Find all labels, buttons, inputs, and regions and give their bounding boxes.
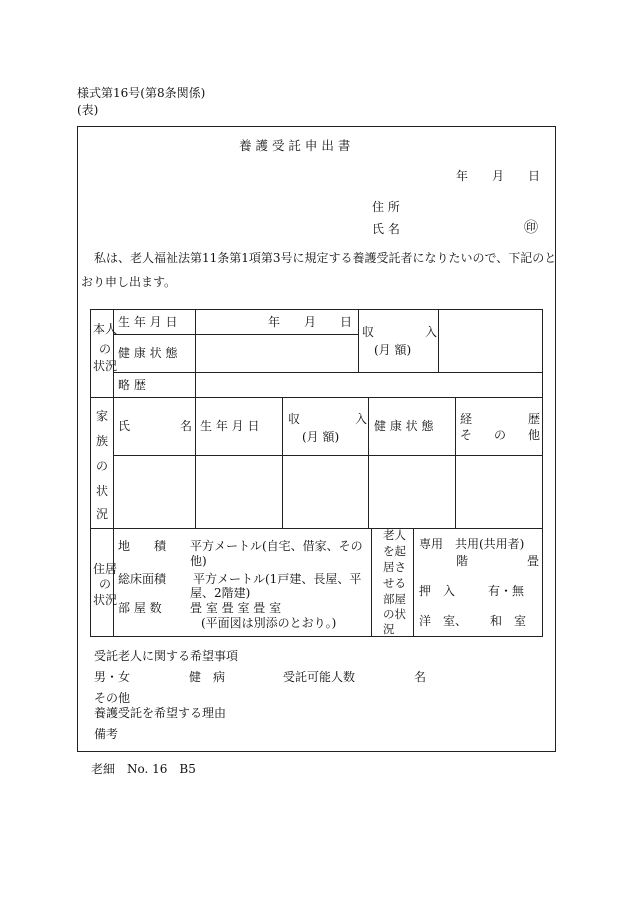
closet-value: 有・無 [488,584,525,598]
elder-room-3: 居さ [383,560,406,574]
form-side-label: (表) [77,103,99,117]
floor-area-value-2: 屋、2階建) [190,586,251,600]
seal-mark: ㊞ [524,220,538,236]
elder-room-2: を起 [383,544,406,558]
self-birthdate-year: 年 [268,315,281,329]
elder-room-4: せる [383,576,406,590]
intro-line-1: 私は、老人福祉法第11条第1項第3号に規定する養護受託者になりたいので、下記のと [94,251,557,265]
wishes-capacity: 受託可能人数 [283,670,356,684]
self-history-label: 略 歴 [118,378,146,392]
family-birthdate-label: 生 年 月 日 [200,419,260,433]
family-other-1: そ [460,428,473,442]
wishes-health: 健 病 [189,670,226,684]
japanese-room: 和 室 [490,614,527,628]
family-name-label-2: 名 [180,419,193,433]
wishes-remarks: 備考 [94,727,119,741]
closet-label: 押 入 [419,584,456,598]
family-income-label-1: 収 [288,412,301,426]
family-income-label-3: (月 額) [302,430,340,444]
self-heading-2: の [99,342,112,356]
elder-room-7: 況 [383,622,395,636]
address-label: 住 所 [372,200,400,214]
family-heading-4: 状 [96,484,109,498]
date-day-label: 日 [528,169,541,183]
family-name-label-1: 氏 [118,419,131,433]
rooms-note: (平面図は別添のとおり。) [201,616,337,630]
self-birthdate-label: 生 年 月 日 [118,315,178,329]
date-month-label: 月 [492,169,505,183]
footer-code: 老細 No. 16 B5 [91,762,196,776]
self-income-label-3: (月 額) [374,343,412,357]
self-heading-3: 状況 [93,359,118,373]
family-heading-2: 族 [96,434,109,448]
name-label: 氏 名 [372,222,400,236]
wishes-sex: 男・女 [94,670,131,684]
room-exclusive: 専用 [419,537,444,551]
family-heading-5: 況 [96,507,109,521]
date-year-label: 年 [456,169,469,183]
self-birthdate-day: 日 [340,315,353,329]
elder-room-1: 老人 [383,528,406,542]
family-history-1: 経 [460,412,473,426]
family-other-2: の [494,428,507,442]
self-income-label-2: 入 [425,325,438,339]
western-room: 洋 室、 [419,614,468,628]
elder-room-5: 部屋 [383,592,406,606]
family-income-label-2: 入 [355,412,368,426]
family-heading-3: の [96,459,109,473]
family-history-2: 歴 [528,412,541,426]
housing-heading-2: の [99,577,112,591]
room-shared: 共用(共用者) [455,537,525,551]
wishes-reason: 養護受託を希望する理由 [94,706,227,720]
self-heading-1: 本人 [93,322,118,336]
wishes-heading: 受託老人に関する希望事項 [94,649,239,663]
floor-area-value-1: 平方メートル(1戸建、長屋、平 [193,572,362,586]
form-title: 養 護 受 託 申 出 書 [239,138,351,153]
form-number: 様式第16号(第8条関係) [77,86,206,100]
wishes-capacity-unit: 名 [414,670,427,684]
housing-heading-3: 状況 [93,593,118,607]
elder-room-6: の状 [383,607,406,621]
rooms-label: 部 屋 数 [118,601,162,615]
room-jou: 畳 [527,554,540,568]
self-health-label: 健 康 状 態 [118,346,178,360]
room-floor-kai: 階 [456,554,469,568]
family-health-label: 健 康 状 態 [374,419,434,433]
intro-line-2: おり申し出ます。 [81,275,177,289]
rooms-value: 畳 室 畳 室 畳 室 [190,601,282,615]
wishes-other: その他 [94,691,131,705]
housing-heading-1: 住居 [93,562,118,576]
self-birthdate-month: 月 [304,315,317,329]
self-income-label-1: 収 [362,325,375,339]
land-area-value-2: 他) [190,554,207,568]
land-area-label: 地 積 [118,539,167,553]
land-area-value-1: 平方メートル(自宅、借家、その [190,539,363,553]
family-other-3: 他 [528,428,541,442]
family-heading-1: 家 [96,409,109,423]
floor-area-label: 総床面積 [118,572,167,586]
